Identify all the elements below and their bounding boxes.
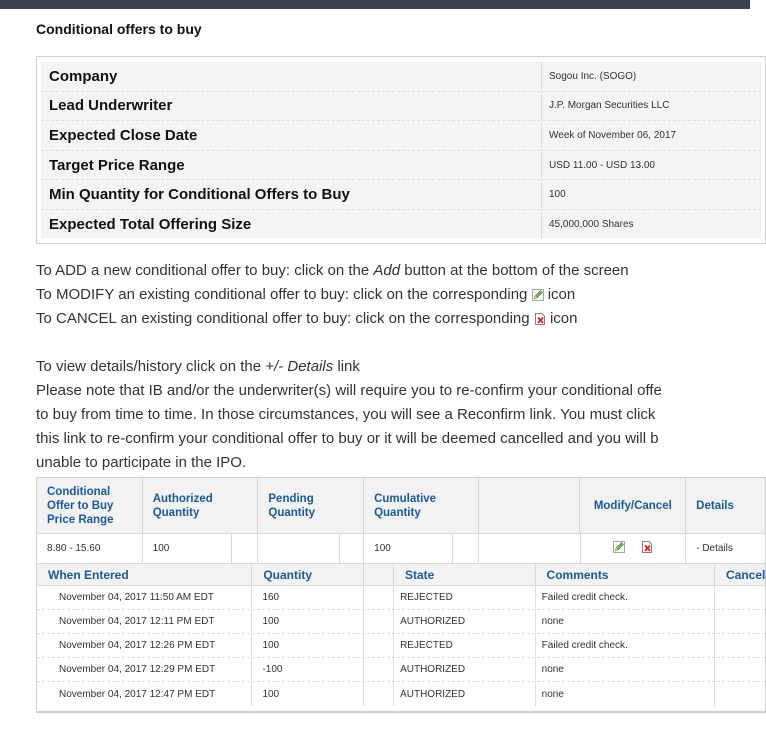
summary-price-range: 8.80 - 15.60 — [37, 534, 143, 563]
note-line: Please note that IB and/or the underwriter(s) will require you to re-confirm your conditional offe — [36, 382, 662, 399]
icon-word: icon — [549, 310, 578, 327]
page-title: Conditional offers to buy — [36, 21, 202, 37]
instruction-text: To ADD a new conditional offer to buy: click on the — [36, 262, 374, 279]
history-header-cancel: Cancel — [725, 567, 766, 582]
history-row — [37, 586, 765, 610]
top-bar — [0, 0, 750, 9]
history-cancel — [715, 634, 765, 657]
instruction-add — [36, 259, 629, 283]
offers-table — [36, 477, 766, 713]
info-value: Week of November 06, 2017 — [541, 121, 761, 150]
icon-word: icon — [547, 286, 576, 303]
info-label: Expected Total Offering Size — [49, 216, 252, 234]
header-pending-quantity: Pending Quantity — [258, 478, 364, 533]
history-comments: Failed credit check. — [536, 634, 715, 657]
history-quantity: -100 — [252, 658, 364, 681]
info-value: J.P. Morgan Securities LLC — [541, 92, 761, 121]
history-comments: none — [536, 682, 715, 706]
history-comments: Failed credit check. — [536, 586, 715, 609]
info-row-price-range — [41, 151, 761, 181]
instruction-text: To view details/history click on the — [36, 358, 266, 375]
info-label: Min Quantity for Conditional Offers to Buy — [49, 186, 350, 204]
history-gap — [364, 658, 394, 681]
info-row-min-quantity — [41, 180, 761, 210]
instruction-text: button at the bottom of the screen — [400, 262, 629, 279]
history-when: November 04, 2017 12:11 PM EDT — [37, 610, 252, 633]
info-label: Lead Underwriter — [49, 97, 173, 115]
edit-icon — [532, 285, 544, 309]
header-modify-cancel: Modify/Cancel — [580, 478, 686, 533]
history-quantity: 100 — [252, 610, 364, 633]
edit-icon[interactable] — [613, 541, 625, 556]
summary-gap — [232, 534, 258, 563]
history-comments: none — [536, 610, 715, 633]
history-row — [37, 610, 765, 634]
history-cancel — [715, 682, 765, 706]
instruction-cancel — [36, 307, 577, 333]
history-when: November 04, 2017 12:29 PM EDT — [37, 658, 252, 681]
header-cumulative-quantity: Cumulative Quantity — [364, 478, 479, 533]
summary-authorized: 100 — [143, 534, 233, 563]
info-value: 100 — [541, 180, 761, 209]
offering-info-box — [36, 56, 766, 244]
instruction-text: To MODIFY an existing conditional offer to buy: click on the corresponding — [36, 286, 532, 303]
history-cancel — [715, 658, 765, 681]
history-comments: none — [536, 658, 715, 681]
header-blank — [479, 478, 581, 533]
history-cancel — [715, 586, 765, 609]
history-state: AUTHORIZED — [394, 682, 536, 706]
instruction-text: To CANCEL an existing conditional offer to buy: click on the corresponding — [36, 310, 534, 327]
summary-row — [37, 534, 765, 564]
history-when: November 04, 2017 12:26 PM EDT — [37, 634, 252, 657]
history-gap — [364, 634, 394, 657]
summary-actions — [581, 534, 687, 563]
summary-gap — [453, 534, 479, 563]
history-when: November 04, 2017 12:47 PM EDT — [37, 682, 252, 706]
info-row-company — [41, 62, 761, 92]
history-row — [37, 682, 765, 706]
history-cancel — [715, 610, 765, 633]
info-row-underwriter — [41, 92, 761, 122]
summary-cumulative: 100 — [364, 534, 453, 563]
history-when: November 04, 2017 11:50 AM EDT — [37, 586, 252, 609]
note-line: this link to re-confirm your conditional offer to buy or it will be deemed cancelled and you will b — [36, 430, 659, 447]
add-word: Add — [373, 262, 401, 279]
info-value: 45,000,000 Shares — [541, 210, 761, 240]
history-quantity: 100 — [252, 682, 364, 706]
instruction-text: link — [333, 358, 360, 375]
info-row-offering-size — [41, 210, 761, 240]
header-price-range: Conditional Offer to Buy Price Range — [37, 478, 143, 533]
summary-pending — [258, 534, 340, 563]
info-label: Expected Close Date — [49, 126, 198, 144]
summary-blank — [479, 534, 581, 563]
cancel-icon — [534, 309, 546, 333]
info-label: Target Price Range — [49, 156, 185, 174]
history-gap — [364, 682, 394, 706]
history-state: REJECTED — [394, 634, 536, 657]
history-header-row — [37, 564, 765, 586]
header-details: Details — [696, 499, 734, 512]
history-header-quantity: Quantity — [252, 564, 364, 585]
table-header-row — [37, 478, 765, 534]
history-quantity: 160 — [252, 586, 364, 609]
history-gap — [364, 610, 394, 633]
details-link[interactable]: - Details — [696, 543, 733, 554]
history-row — [37, 634, 765, 658]
header-authorized-quantity: Authorized Quantity — [143, 478, 259, 533]
note-line: unable to participate in the IPO. — [36, 454, 247, 471]
history-state: AUTHORIZED — [394, 610, 536, 633]
info-row-close-date — [41, 121, 761, 151]
history-header-gap — [364, 564, 394, 585]
note-line: to buy from time to time. In those circumstances, you will see a Reconfirm link. You must click — [36, 406, 656, 423]
history-quantity: 100 — [252, 634, 364, 657]
info-value: USD 11.00 - USD 13.00 — [541, 151, 761, 180]
details-word: +/- Details — [265, 358, 334, 375]
instruction-details — [36, 355, 360, 379]
cancel-icon[interactable] — [641, 541, 653, 556]
summary-gap — [340, 534, 364, 563]
instruction-modify — [36, 283, 575, 309]
history-header-state: State — [394, 564, 536, 585]
history-row — [37, 658, 765, 682]
info-value: Sogou Inc. (SOGO) — [541, 62, 761, 91]
info-label: Company — [49, 67, 118, 85]
history-header-comments: Comments — [536, 564, 715, 585]
history-header-when: When Entered — [37, 564, 252, 585]
history-state: AUTHORIZED — [394, 658, 536, 681]
history-state: REJECTED — [394, 586, 536, 609]
history-gap — [364, 586, 394, 609]
